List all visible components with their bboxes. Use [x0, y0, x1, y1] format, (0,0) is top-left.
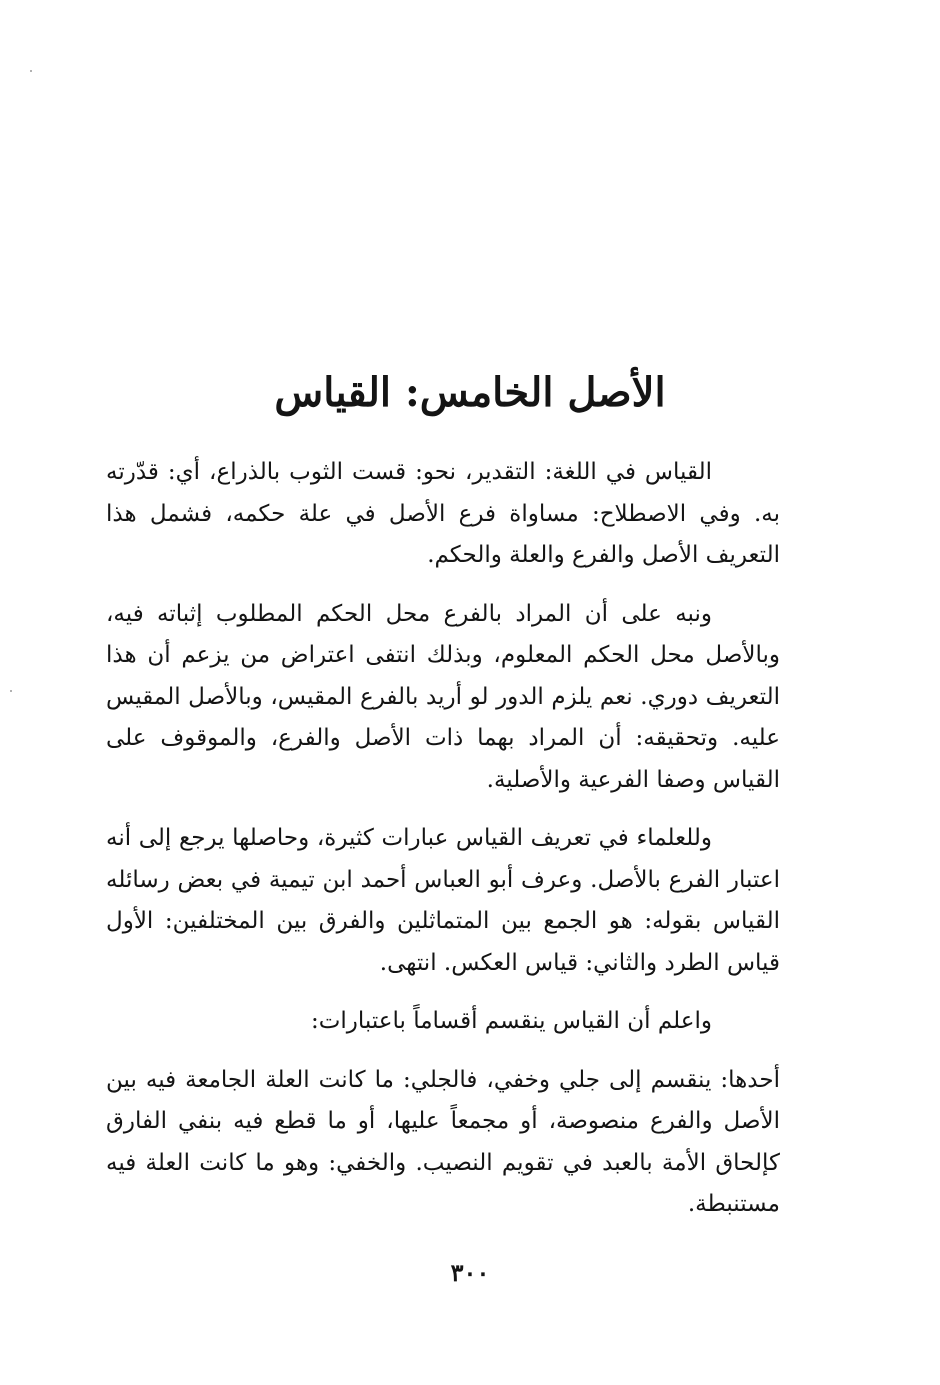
- paragraph-4: واعلم أن القياس ينقسم أقساماً باعتبارات:: [311, 1008, 712, 1034]
- paper-speck: [10, 690, 12, 692]
- paragraph-5: أحدها: ينقسم إلى جلي وخفي، فالجلي: ما كانت العلة الجامعة فيه بين الأصل والفرع منصوصة، أو مجمعاً عليها، أو ما قطع فيه بنفي الفارق كإلحاق الأمة بالعبد في تقويم النصيب. والخفي: وهو ما كانت العلة فيه مستنبطة.: [106, 1066, 780, 1217]
- chapter-title: الأصل الخامس: القياس: [274, 368, 666, 416]
- paragraph-1: القياس في اللغة: التقدير، نحو: قست الثوب بالذراع، أي: قدّرته به. وفي الاصطلاح: مساواة فرع الأصل في علة حكمه، فشمل هذا التعريف الأصل والفرع والعلة والحكم.: [106, 459, 780, 568]
- paper-speck: [30, 70, 32, 72]
- page-number: ٣٠٠: [450, 1258, 490, 1287]
- body-text: [106, 452, 780, 1243]
- paragraph-3: وللعلماء في تعريف القياس عبارات كثيرة، وحاصلها يرجع إلى أنه اعتبار الفرع بالأصل. وعرف أبو العباس أحمد ابن تيمية في بعض رسائله القياس بقوله: هو الجمع بين المتماثلين والفرق بين المختلفين: الأول قياس الطرد والثاني: قياس العكس. انتهى.: [106, 825, 780, 976]
- paragraph-2: ونبه على أن المراد بالفرع محل الحكم المطلوب إثباته فيه، وبالأصل محل الحكم المعلوم، وبذلك انتفى اعتراض من يزعم أن هذا التعريف دوري. نعم يلزم الدور لو أريد بالفرع المقيس، وبالأصل المقيس عليه. وتحقيقه: أن المراد بهما ذات الأصل والفرع، والموقوف على القياس وصفا الفرعية والأصلية.: [106, 600, 780, 793]
